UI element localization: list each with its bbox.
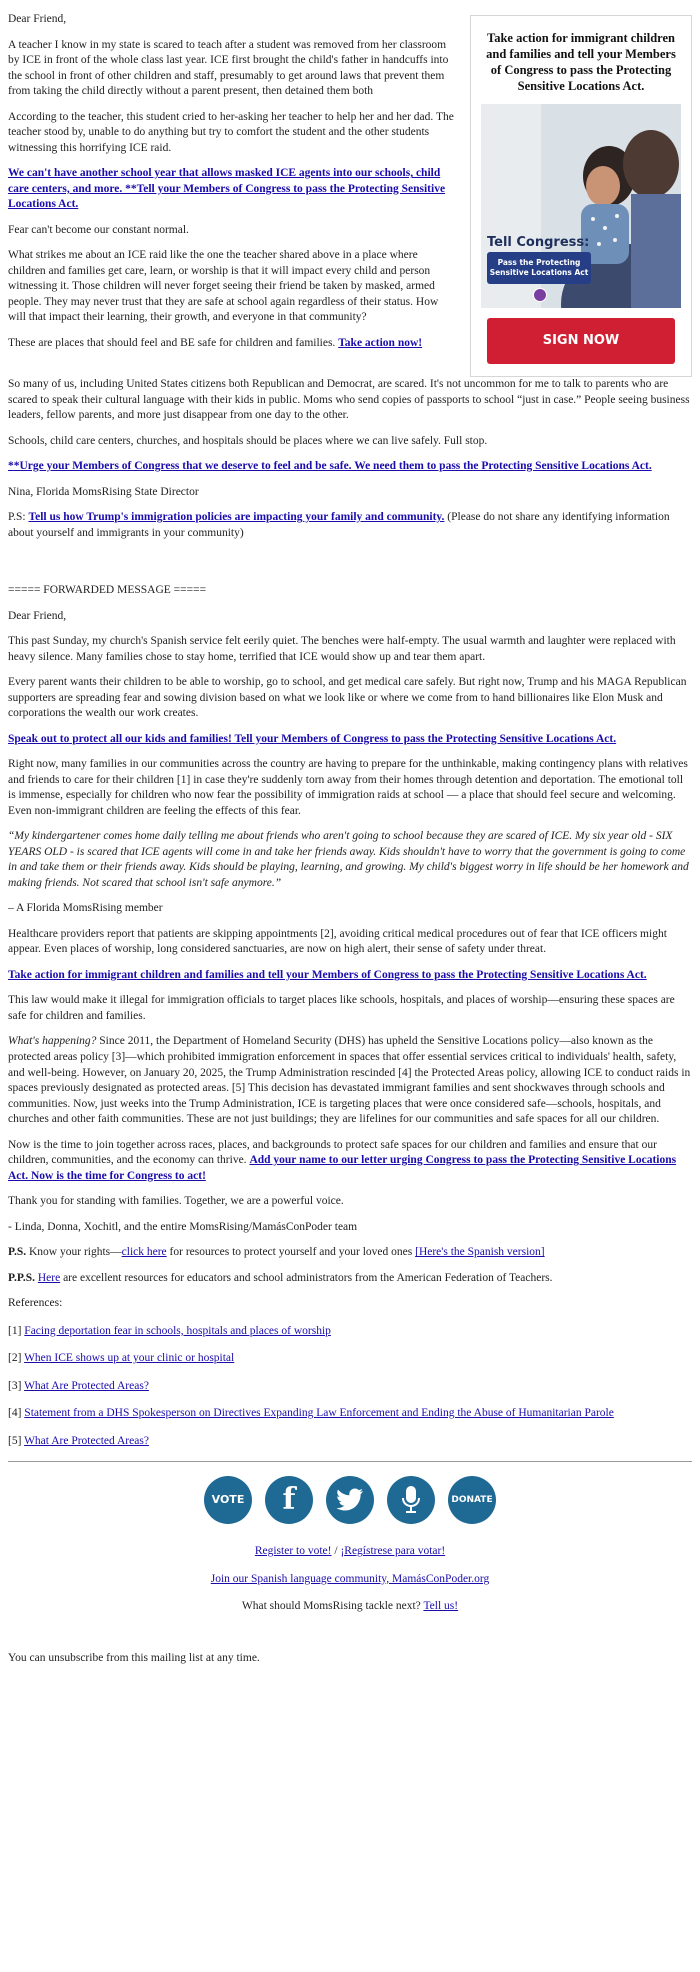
tell-us-link[interactable]: Tell us how Trump's immigration policies are impacting your family and community. xyxy=(28,511,445,524)
forwarded-paragraph-4: Healthcare providers report that patients are skipping appointments [2], avoiding critical medical procedures out of fear that ICE officers might appear. Even places of worship, long considered sanctuaries, are now on high alert, their sense of safety under threat. xyxy=(8,927,667,956)
references xyxy=(8,1296,692,1449)
intro-column xyxy=(8,12,458,361)
reference-item xyxy=(8,1406,692,1422)
promo-badge xyxy=(487,252,591,284)
ps2-text: Know your rights— xyxy=(26,1246,122,1259)
footer-links xyxy=(8,1544,692,1615)
take-action-link-1[interactable]: We can't have another school year that allows masked ICE agents into our schools, child care centers, and more. **Tell your Members of Congress to pass the Protecting Sensitive Locations Act. xyxy=(8,167,446,211)
sign-now-button[interactable]: SIGN NOW xyxy=(487,318,675,364)
here-link[interactable]: Here xyxy=(37,1271,61,1284)
register-separator: / xyxy=(331,1545,341,1558)
tackle-line xyxy=(8,1599,692,1615)
take-action-now-link[interactable]: Take action now! xyxy=(338,336,423,349)
reference-item xyxy=(8,1379,692,1395)
ps2-label: P.S. xyxy=(8,1246,27,1259)
promo-badge-line-1: Pass the Protecting xyxy=(497,258,581,268)
urge-congress-link[interactable]: **Urge your Members of Congress that we deserve to feel and be safe. We need them to pass the Protecting Sensitive Locations Act. xyxy=(8,460,652,473)
reference-item xyxy=(8,1351,692,1367)
register-to-vote-link[interactable]: Register to vote! xyxy=(254,1545,332,1558)
ps-know-your-rights xyxy=(8,1245,692,1261)
forwarded-section xyxy=(8,583,692,1449)
greeting: Dear Friend, xyxy=(8,13,67,25)
sidebar-title: Take action for immigrant children and families and tell your Members of Congress to pass the Protecting Sensitive Locations Act. xyxy=(486,31,676,93)
reference-item xyxy=(8,1434,692,1450)
footer-divider xyxy=(8,1461,692,1462)
forwarded-paragraph-6 xyxy=(8,1034,692,1127)
reference-number: [5] xyxy=(8,1434,25,1447)
member-quote-text: “My kindergartener comes home daily telling me about friends who aren't going to school because they are scared of ICE. My six year old - SIX YEARS OLD - is scared that ICE agents will come in and take her friends away. Kids shouldn't have to worry that the government is going to come in and take them or their friends away. Kids should be playing, learning, and growing. My child's biggest worry in life should be her homework and making friends. Not scared that school isn't safe anymore.” xyxy=(8,830,689,889)
click-here-link[interactable]: click here xyxy=(121,1246,167,1259)
paragraph-safe-places: Schools, child care centers, churches, and hospitals should be places where we can live safely. Full stop. xyxy=(8,434,488,447)
take-action-link-2[interactable]: Take action for immigrant children and families and tell your Members of Congress to pass the Protecting Sensitive Locations Act. xyxy=(8,968,647,981)
intro-paragraph-2: According to the teacher, this student cried to her-asking her teacher to help her and her dad. The teacher stood by, unable to do anything but try to comfort the student and the other students witnessing this horrifying ICE raid. xyxy=(8,110,454,154)
intro-paragraph-5-text: These are places that should feel and BE safe for children and families. xyxy=(8,336,339,349)
donate-icon[interactable] xyxy=(448,1476,496,1524)
ps2-text-2: for resources to protect yourself and your loved ones xyxy=(166,1246,416,1259)
add-your-name-link[interactable]: Add your name to our letter urging Congress to pass the Protecting Sensitive Locations Act. Now is the time for Congress to act! xyxy=(8,1154,677,1182)
reference-link[interactable]: Facing deportation fear in schools, hospitals and places of worship xyxy=(24,1324,331,1337)
forwarded-paragraph-5: This law would make it illegal for immigration officials to target places like schools, hospitals, and places of worship—ensuring these spaces are safe for children and families. xyxy=(8,994,675,1022)
intro-paragraph-1: A teacher I know in my state is scared to teach after a student was removed from her classroom by ICE in front of the whole class last year. ICE first brought the child's father in handcuffs into the school in front of other children and staff, presumably to get around laws that prevent them from taking the child directly without a parent present, then detained them both xyxy=(8,38,449,98)
whats-happening-text: Since 2011, the Department of Homeland Security (DHS) has upheld the Sensitive Locations policy—also known as the protected areas policy [3]—which prohibited immigration enforcement in spaces that offer essential services critical to individuals' health, safety, and well-being. However, on January 20, 2025, the Trump Administration rescinded [4] the Protected Areas policy, allowing ICE to conduct raids in spaces previously designated as protected areas. [5] This decision has devastated immigrant families and sent shockwaves through schools and communities. Now, just weeks into the Trump Administration, ICE is targeting places that were once considered safe—schools, hospitals, and churches and other faith communities. These are not just buildings; they are lifelines for our communities and safe spaces for all our children. xyxy=(8,1035,691,1126)
forwarded-header: ===== FORWARDED MESSAGE ===== xyxy=(8,584,207,597)
join-together-text: Now is the time to join together across races, places, and backgrounds to protect safe spaces for our children and families and ensure that our children, communities, and the economy can thrive. xyxy=(8,1138,657,1167)
ps-text: (Please do not share any identifying information about yourself and immigrants in your community) xyxy=(8,511,670,539)
donate-icon-label: DONATE xyxy=(451,1495,493,1506)
tell-us-footer-link[interactable]: Tell us! xyxy=(423,1600,459,1613)
reference-link[interactable]: Statement from a DHS Spokesperson on Directives Expanding Law Enforcement and Ending the Abuse of Humanitarian Parole xyxy=(24,1407,614,1420)
action-sidebar xyxy=(470,15,692,377)
spanish-community-link[interactable]: Join our Spanish language community, MamásConPoder.org xyxy=(210,1572,490,1585)
microphone-icon[interactable] xyxy=(387,1476,435,1524)
intro-link-paragraph xyxy=(8,166,458,213)
ps-paragraph xyxy=(8,510,692,541)
promo-badge-line-2: Sensitive Locations Act xyxy=(489,268,589,277)
facebook-icon[interactable] xyxy=(265,1476,313,1524)
forwarded-greeting: Dear Friend, xyxy=(8,609,67,622)
member-quote xyxy=(8,829,692,891)
twitter-icon[interactable] xyxy=(326,1476,374,1524)
reference-item xyxy=(8,1324,692,1340)
promo-tell-congress: Tell Congress: xyxy=(487,235,590,250)
intro-paragraph-4: What strikes me about an ICE raid like the one the teacher shared above in a place where children and families get care, learn, or worship is that it will impact every child and person witnessing it. Those children will never forget seeing their friend be taken by masked, armed people. They may never trust that they are safe at school again regardless of their status. How will that impact their learning, their growth, and everyone in that community? xyxy=(8,249,439,324)
forwarded-paragraph-1: This past Sunday, my church's Spanish service felt eerily quiet. The benches were half-empty. The usual warmth and laughter were replaced with heavy silence. Many families chose to stay home, terrified that ICE would show up and tear them apart. xyxy=(8,635,676,663)
spanish-version-link[interactable]: [Here's the Spanish version] xyxy=(415,1246,545,1259)
forwarded-paragraph-2: Every parent wants their children to be able to worship, go to school, and get medical care safely. But right now, Trump and his MAGA Republican supporters are spreading fear and sowing division based on what we look like or where we come from to hand billionaires like Elon Musk and corporations the wealth our work creates. xyxy=(8,676,687,720)
thank-you-paragraph: Thank you for standing with families. Together, we are a powerful voice. xyxy=(8,1195,344,1208)
momsrising-logo-icon xyxy=(533,288,547,302)
ps-label: P.S: xyxy=(8,511,29,524)
reference-number: [2] xyxy=(8,1352,25,1365)
team-signature: - Linda, Donna, Xochitl, and the entire MomsRising/MamásConPoder team xyxy=(8,1220,358,1233)
intro-paragraph-3: Fear can't become our constant normal. xyxy=(8,223,189,236)
reference-number: [1] xyxy=(8,1324,25,1337)
urge-link-paragraph xyxy=(8,459,692,475)
intro-paragraph-5 xyxy=(8,336,458,352)
forwarded-link-paragraph-1 xyxy=(8,732,692,748)
reference-link[interactable]: What Are Protected Areas? xyxy=(24,1379,149,1392)
paragraph-scared: So many of us, including United States citizens both Republican and Democrat, are scared. It's not uncommon for me to talk to parents who are scared to speak their cultural language with their kids in public. Moms who send copies of passports to school “just in case.” People seeing business leaders, fellow parents, and more just disappear from one day to the other. xyxy=(8,378,690,422)
social-icons xyxy=(8,1476,692,1524)
pps-label: P.P.S. xyxy=(8,1271,35,1284)
register-line xyxy=(8,1544,692,1560)
forwarded-paragraph-3: Right now, many families in our communities across the country are having to prepare for the unthinkable, making contingency plans with relatives and friends to care for their children [1] in case they're suddenly torn away from their homes through detention and deportation. The emotional toll is immense, especially for children who now fear the possibility of immigration raids at school — a place that should feel secure and welcoming. Even non-immigrant children are feeling the effects of this fear. xyxy=(8,758,688,817)
vote-icon[interactable] xyxy=(204,1476,252,1524)
pps-text: are excellent resources for educators and school administrators from the American Federation of Teachers. xyxy=(60,1271,553,1284)
pps-paragraph xyxy=(8,1271,692,1287)
speak-out-link[interactable]: Speak out to protect all our kids and families! Tell your Members of Congress to pass the Protecting Sensitive Locations Act. xyxy=(8,732,617,745)
facebook-icon-label: f xyxy=(282,1482,296,1518)
reference-number: [3] xyxy=(8,1379,25,1392)
reference-number: [4] xyxy=(8,1407,25,1420)
forwarded-paragraph-7 xyxy=(8,1138,692,1185)
whats-happening-label: What's happening? xyxy=(8,1035,97,1048)
twitter-bird-icon xyxy=(336,1488,364,1512)
forwarded-link-paragraph-2 xyxy=(8,968,692,984)
references-label: References: xyxy=(8,1297,63,1310)
reference-link[interactable]: When ICE shows up at your clinic or hospital xyxy=(24,1352,235,1365)
tackle-text: What should MomsRising tackle next? xyxy=(241,1600,424,1613)
microphone-glyph-icon xyxy=(401,1485,421,1515)
signoff: Nina, Florida MomsRising State Director xyxy=(8,485,199,498)
reference-link[interactable]: What Are Protected Areas? xyxy=(24,1434,149,1447)
member-quote-attribution: – A Florida MomsRising member xyxy=(8,902,163,915)
register-spanish-link[interactable]: ¡Regístrese para votar! xyxy=(340,1545,446,1558)
unsubscribe-text: You can unsubscribe from this mailing list at any time. xyxy=(8,1651,260,1664)
intro-section xyxy=(8,12,692,377)
spanish-community-line xyxy=(8,1572,692,1588)
promo-image[interactable] xyxy=(481,104,681,308)
vote-icon-label: VOTE xyxy=(211,1492,245,1506)
